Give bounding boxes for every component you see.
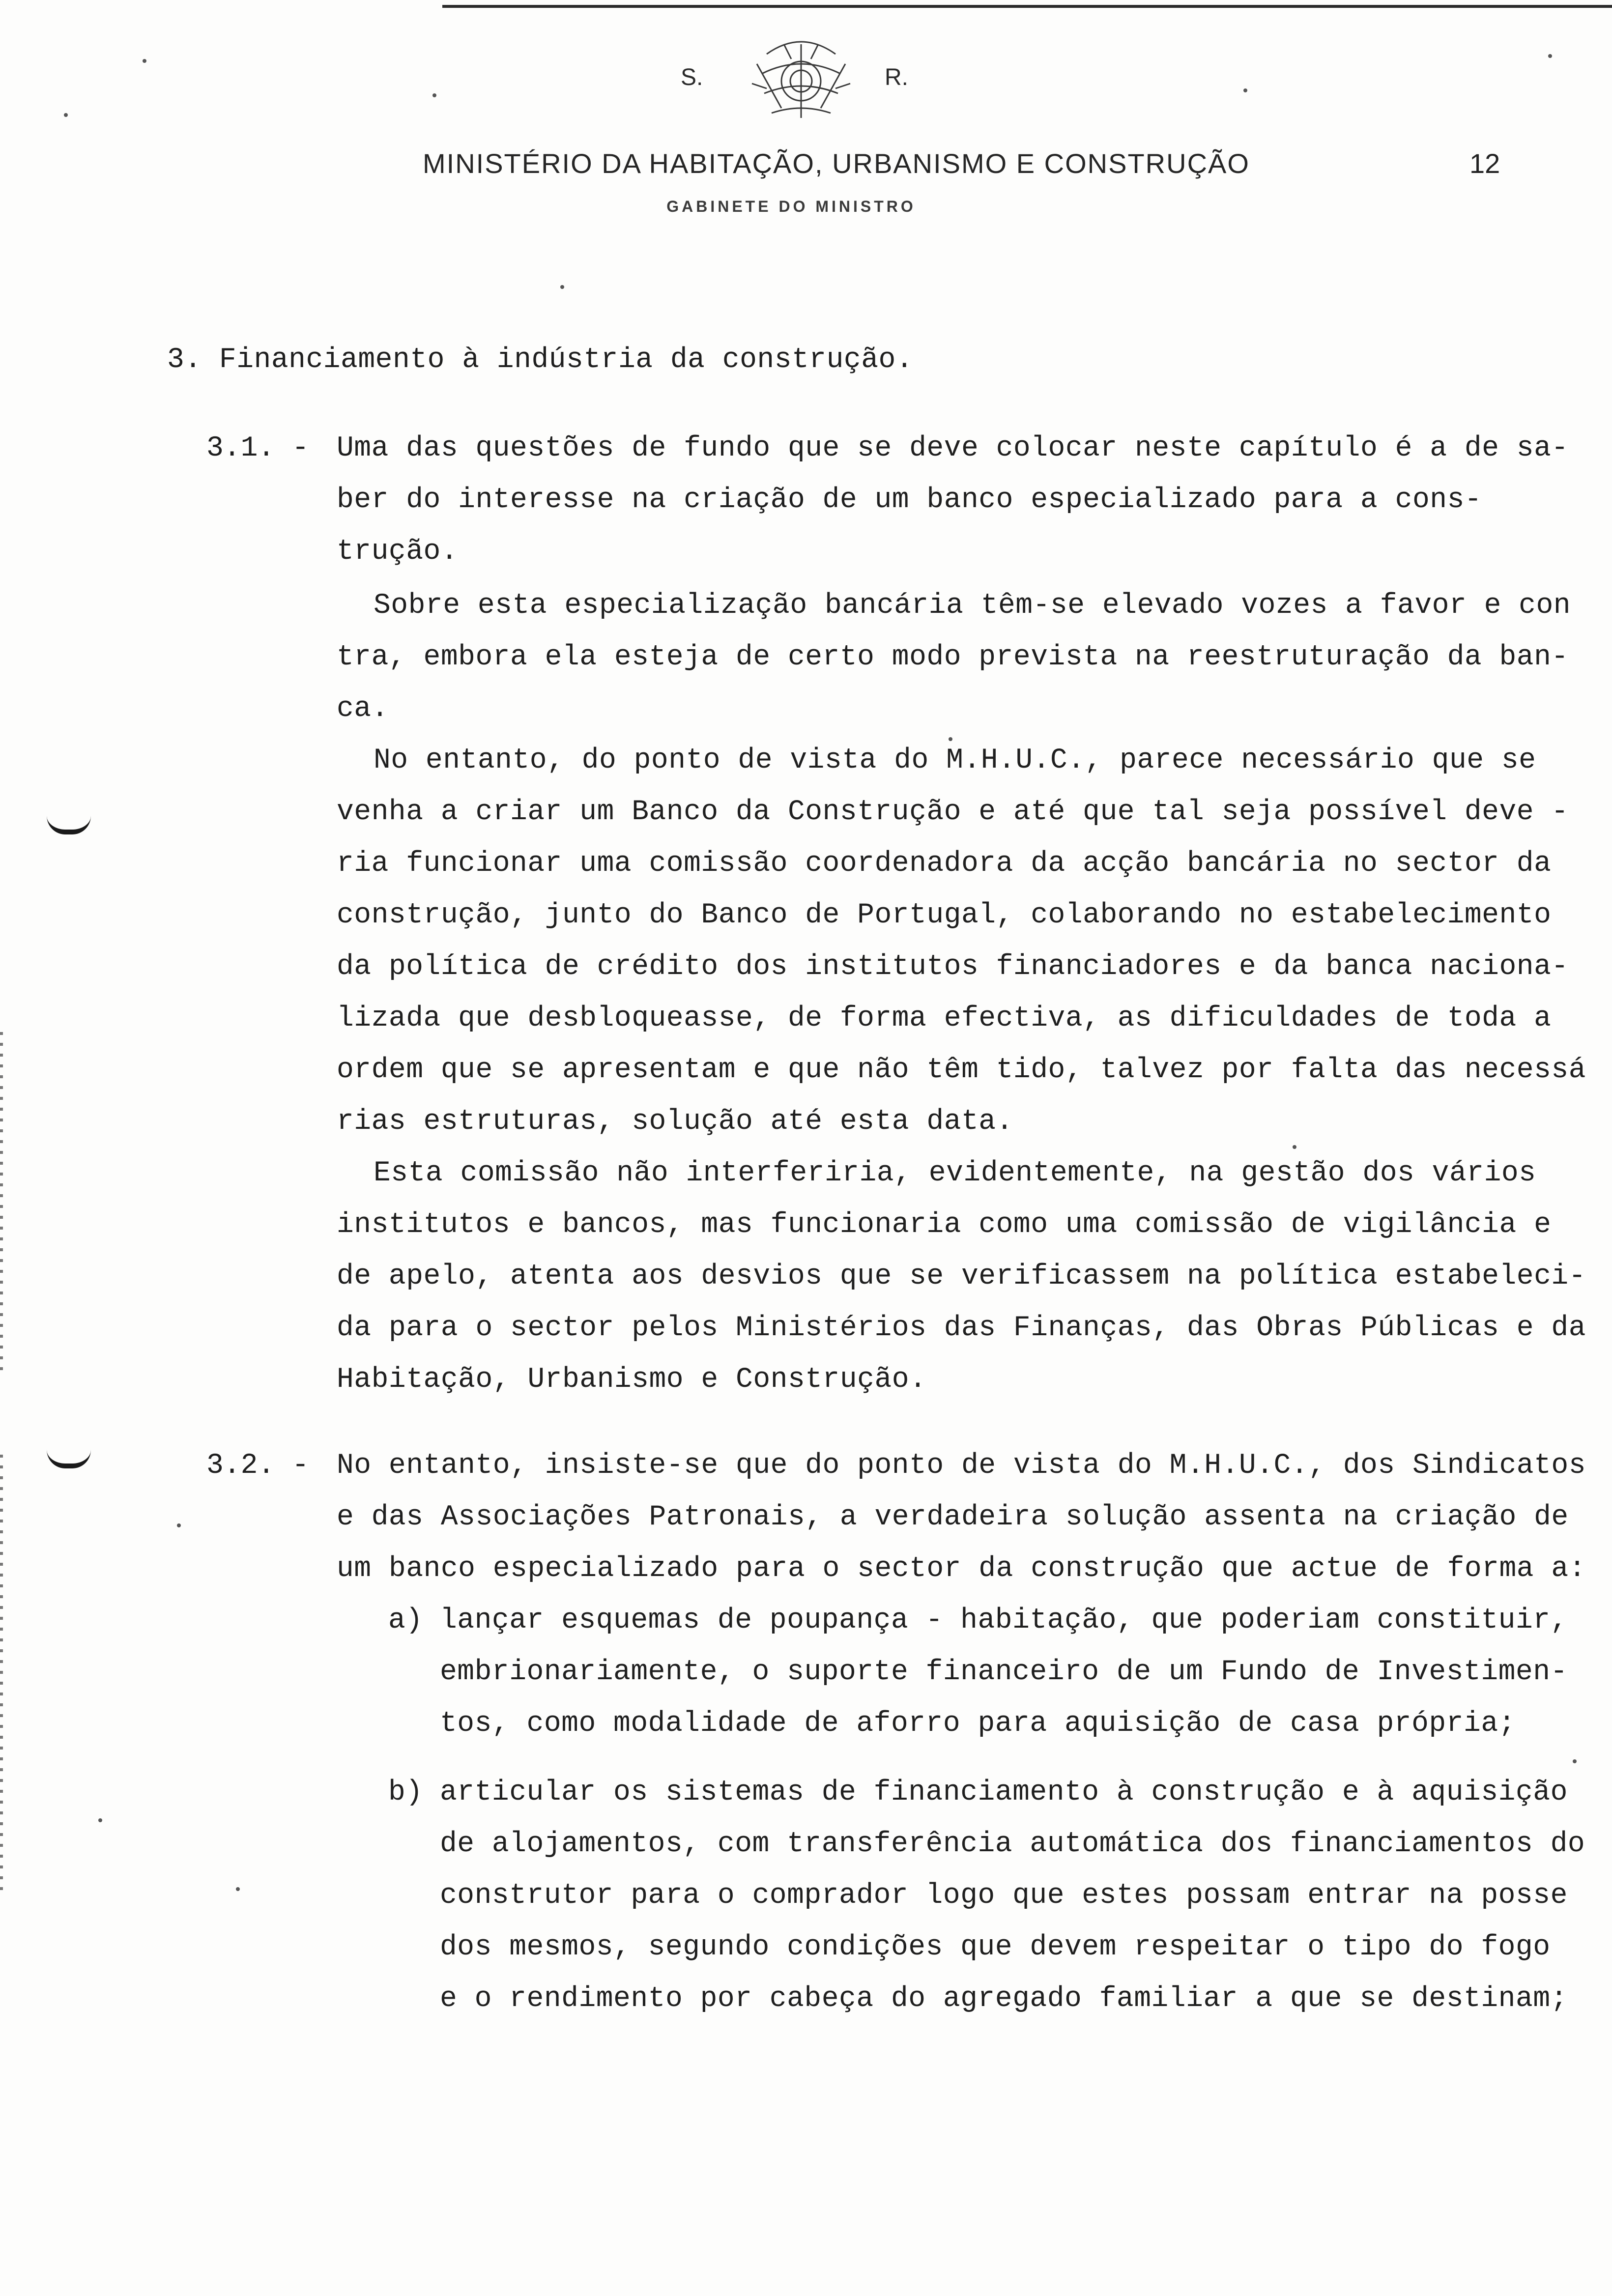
header-letter-r: R. [885, 64, 908, 90]
paragraph-line: tra, embora ela esteja de certo modo prevista na reestruturação da ban- [337, 641, 1569, 673]
scan-speck [236, 1887, 240, 1891]
scan-speck [143, 59, 146, 63]
paragraph-line: ordem que se apresentam e que não têm tido, talvez por falta das necessá [337, 1054, 1586, 1086]
paragraph-line: No entanto, do ponto de vista do M.H.U.C., parece necessário que se [374, 745, 1536, 776]
paragraph-line: da para o sector pelos Ministérios das Finanças, das Obras Públicas e da [337, 1312, 1586, 1344]
paragraph-line: um banco especializado para o sector da construção que actue de forma a: [337, 1553, 1586, 1585]
paragraph-line: Uma das questões de fundo que se deve colocar neste capítulo é a de sa- [337, 432, 1569, 464]
list-item-line: tos, como modalidade de aforro para aquisição de casa própria; [440, 1708, 1516, 1740]
scan-speck [1548, 54, 1552, 58]
paragraph-line: venha a criar um Banco da Construção e até que tal seja possível deve - [337, 796, 1569, 828]
binder-mark [47, 816, 91, 834]
paragraph-line: institutos e bancos, mas funcionaria como uma comissão de vigilância e [337, 1209, 1552, 1241]
header-letter-s: S. [681, 64, 703, 90]
paragraph-line: ca. [337, 693, 389, 725]
cabinet-subtitle: GABINETE DO MINISTRO [666, 198, 916, 215]
section-heading: 3. Financiamento à indústria da construção. [167, 344, 914, 376]
list-item-line: dos mesmos, segundo condições que devem respeitar o tipo do fogo [440, 1931, 1551, 1963]
paragraph-line: ber do interesse na criação de um banco especializado para a cons- [337, 484, 1482, 516]
paragraph-line: da política de crédito dos institutos financiadores e da banca naciona- [337, 951, 1569, 983]
list-item-line: embrionariamente, o suporte financeiro de um Fundo de Investimen- [440, 1656, 1568, 1688]
top-rule [442, 5, 1612, 8]
scan-speck [1573, 1759, 1577, 1763]
subsection-number-3-2: 3.2. - [206, 1450, 309, 1482]
list-item-line: e o rendimento por cabeça do agregado familiar a que se destinam; [440, 1983, 1568, 2015]
paragraph-line: Sobre esta especialização bancária têm-se elevado vozes a favor e con [374, 590, 1571, 622]
paragraph-line: Habitação, Urbanismo e Construção. [337, 1364, 927, 1396]
list-item-line: articular os sistemas de financiamento à construção e à aquisição [440, 1777, 1568, 1808]
list-item-line: lançar esquemas de poupança - habitação, que poderiam constituir, [440, 1605, 1568, 1636]
scan-speck [1243, 88, 1247, 92]
paragraph-line: No entanto, insiste-se que do ponto de vista do M.H.U.C., dos Sindicatos [337, 1450, 1586, 1482]
scan-speck [560, 285, 564, 289]
scan-speck [64, 113, 68, 117]
paragraph-line: construção, junto do Banco de Portugal, colaborando no estabelecimento [337, 899, 1552, 931]
scan-edge-artifact [0, 1032, 3, 1376]
paragraph-line: rias estruturas, solução até esta data. [337, 1106, 1013, 1138]
list-item-label-b: b) [388, 1777, 423, 1808]
paragraph-line: e das Associações Patronais, a verdadeira solução assenta na criação de [337, 1501, 1569, 1533]
coat-of-arms-emblem [737, 34, 865, 128]
scan-speck [432, 93, 436, 97]
paragraph-line: ria funcionar uma comissão coordenadora da acção bancária no sector da [337, 848, 1552, 880]
paragraph-line: de apelo, atenta aos desvios que se verificassem na política estabeleci- [337, 1261, 1586, 1292]
scan-speck [177, 1523, 181, 1527]
binder-mark [47, 1450, 91, 1468]
subsection-number-3-1: 3.1. - [206, 432, 309, 464]
ministry-title: MINISTÉRIO DA HABITAÇÃO, URBANISMO E CONSTRUÇÃO [423, 148, 1250, 179]
paragraph-line: lizada que desbloqueasse, de forma efectiva, as dificuldades de toda a [337, 1003, 1552, 1034]
scan-speck [1293, 1145, 1296, 1149]
page-number: 12 [1469, 148, 1500, 179]
paragraph-line: trução. [337, 536, 459, 568]
paragraph-line: Esta comissão não interferiria, evidentemente, na gestão dos vários [374, 1157, 1536, 1189]
scan-speck [949, 737, 952, 741]
list-item-label-a: a) [388, 1605, 423, 1636]
list-item-line: construtor para o comprador logo que estes possam entrar na posse [440, 1880, 1568, 1912]
scan-edge-artifact [0, 1455, 3, 1897]
scan-speck [98, 1818, 102, 1822]
list-item-line: de alojamentos, com transferência automática dos financiamentos do [440, 1828, 1585, 1860]
